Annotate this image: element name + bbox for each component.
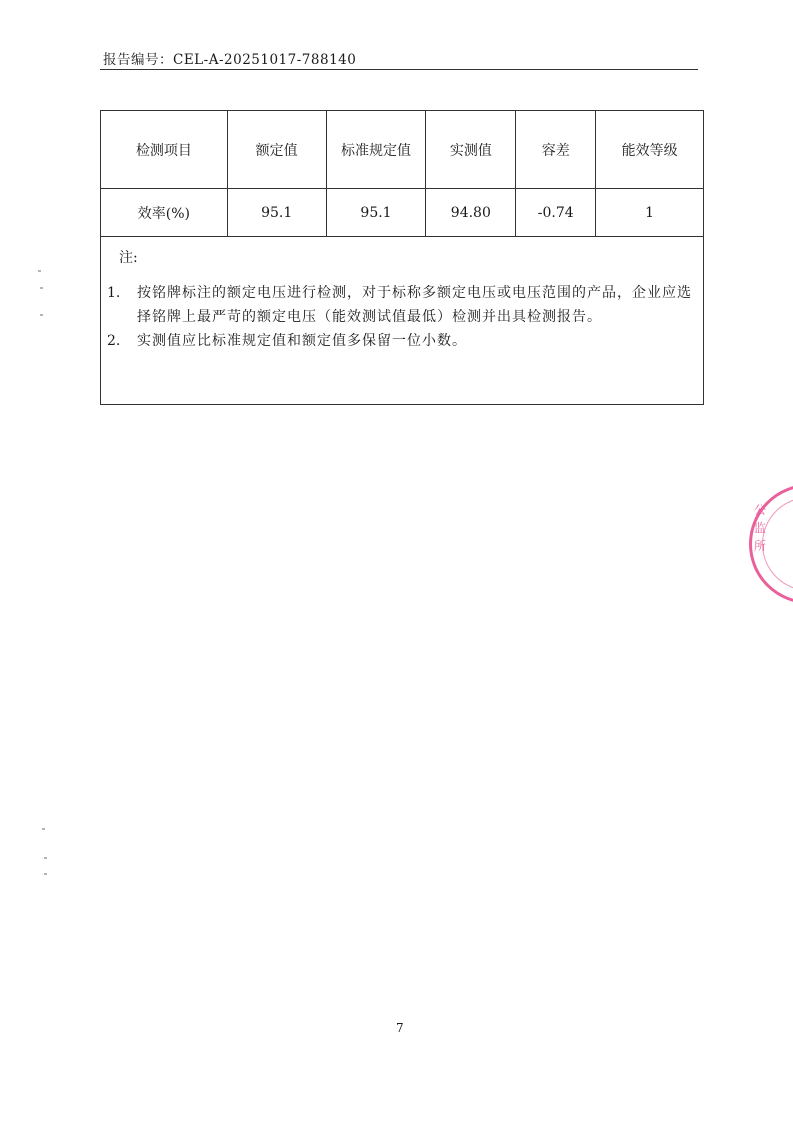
column-header-tolerance: 容差 — [516, 111, 596, 189]
note-text: 按铭牌标注的额定电压进行检测，对于标称多额定电压或电压范围的产品，企业应选择铭牌上最严苛的额定电压（能效测试值最低）检测并出具检测报告。 — [137, 285, 692, 325]
column-header-item: 检测项目 — [101, 111, 228, 189]
table-row — [101, 189, 704, 237]
scan-speck — [42, 828, 45, 830]
cell-measured: 94.80 — [426, 189, 516, 237]
seal-text: 公监所 — [754, 503, 767, 553]
note-item — [107, 329, 693, 353]
test-result-table — [100, 110, 704, 405]
page-number: 7 — [396, 1021, 404, 1035]
scan-speck — [44, 857, 47, 859]
cell-tolerance: -0.74 — [516, 189, 596, 237]
report-number: 报告编号：CEL-A-20251017-788140 — [103, 52, 357, 68]
header-divider — [100, 69, 698, 70]
cell-standard: 95.1 — [326, 189, 426, 237]
table-header-row — [101, 111, 704, 189]
column-header-rated: 额定值 — [227, 111, 326, 189]
official-seal-stamp — [749, 484, 793, 604]
note-number: 1. — [107, 285, 121, 301]
scan-speck — [38, 270, 41, 272]
scan-speck — [40, 287, 43, 289]
notes-cell — [101, 237, 704, 405]
notes-title: 注: — [119, 250, 138, 266]
note-number: 2. — [107, 333, 121, 349]
notes-row — [101, 237, 704, 405]
column-header-grade: 能效等级 — [596, 111, 704, 189]
column-header-standard: 标准规定值 — [326, 111, 426, 189]
note-text: 实测值应比标准规定值和额定值多保留一位小数。 — [137, 333, 467, 349]
cell-grade: 1 — [596, 189, 704, 237]
cell-rated: 95.1 — [227, 189, 326, 237]
scan-speck — [44, 873, 47, 875]
scan-speck — [40, 314, 43, 316]
note-item — [107, 281, 693, 329]
column-header-measured: 实测值 — [426, 111, 516, 189]
cell-item: 效率(%) — [101, 189, 228, 237]
